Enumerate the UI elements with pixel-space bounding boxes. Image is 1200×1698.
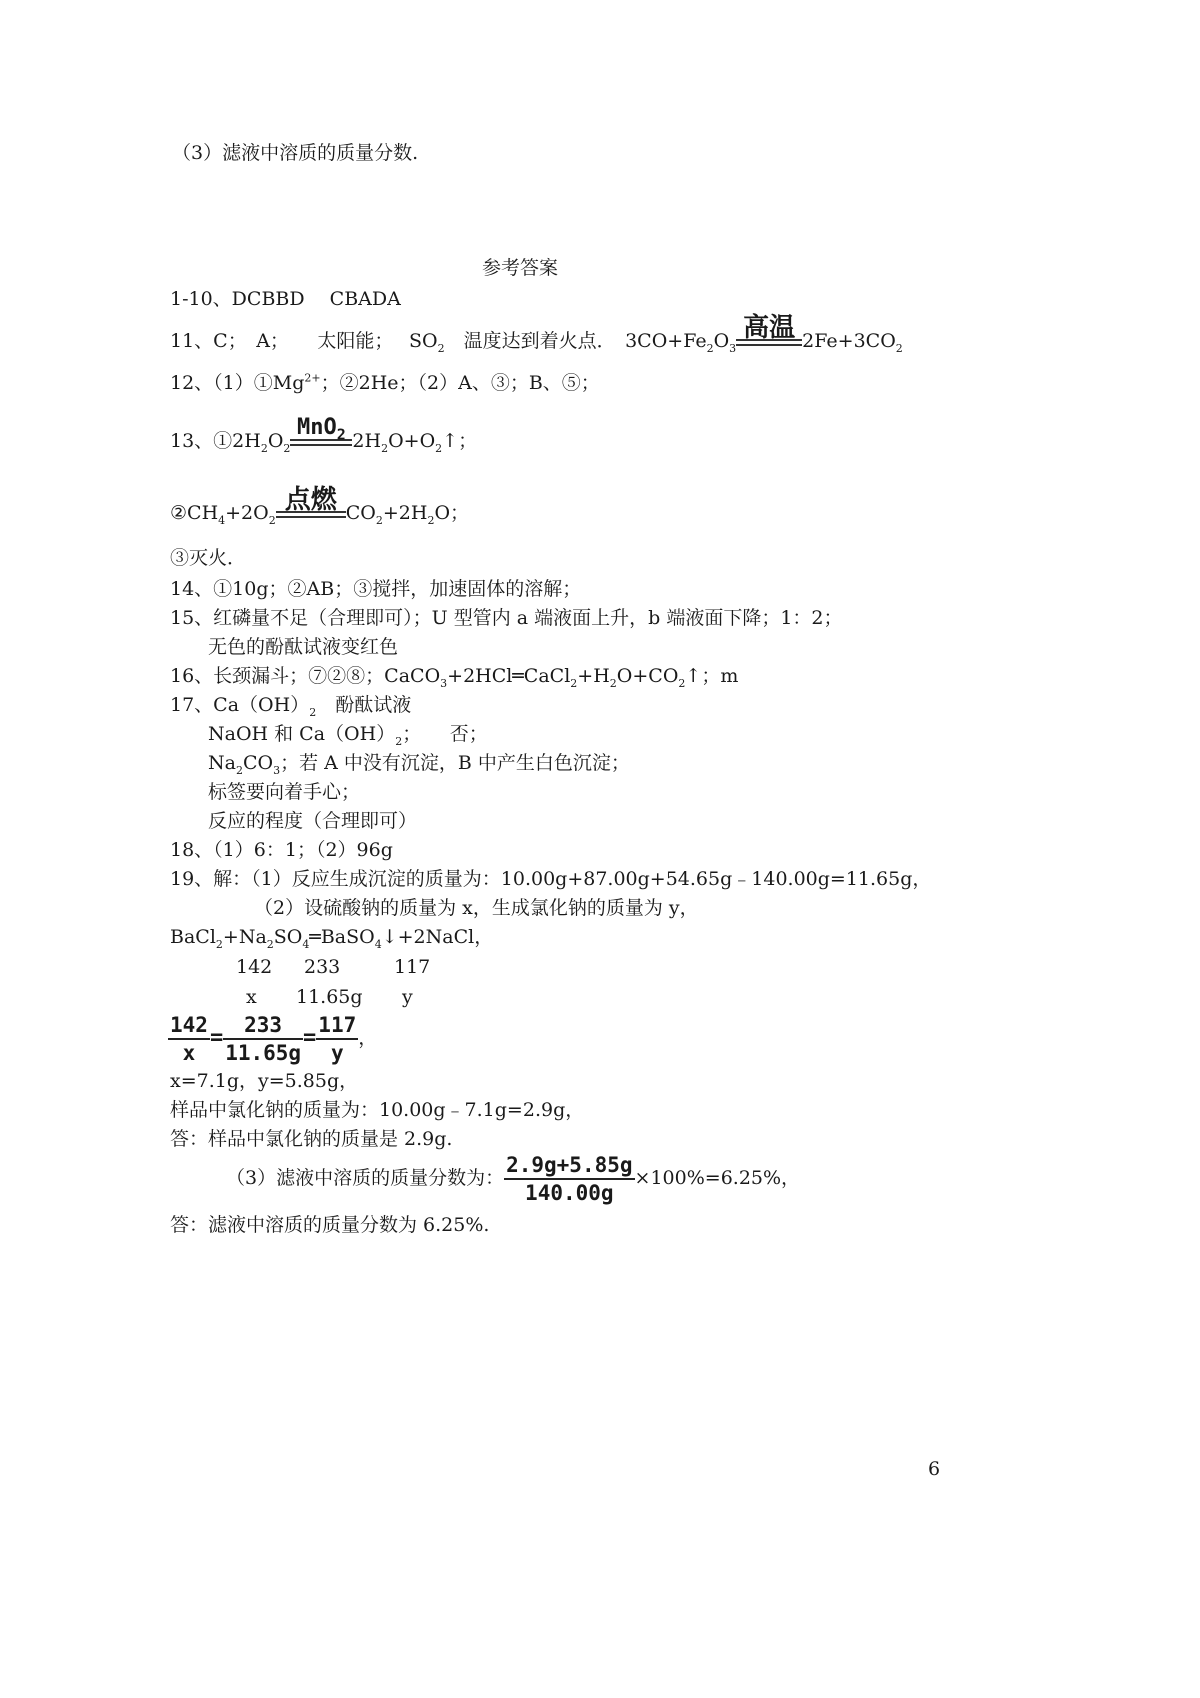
- answer-19-3: （3）滤液中溶质的质量分数为： $\frac{2.9g+5.85g}{140.00g}$ ×100%=6.25%，: [226, 1153, 801, 1205]
- answer-19-equation: $BaCl_2+Na_2SO_4═BaSO_4↓+2NaCl$，: [170, 926, 494, 951]
- reaction-condition: 高温: [736, 328, 802, 354]
- proportion-equation: $\frac{142}{x}$ = $\frac{233}{11.65g}$ = $\frac{117}{y}$ ，: [170, 1013, 378, 1065]
- answer-11: 11、C； A； 太阳能； $SO_2$ 温度达到着火点． $3CO+Fe_2O_3$ 高温 $2Fe+3CO_2$: [170, 313, 903, 355]
- reaction-condition: MnO$_2$: [290, 428, 352, 454]
- unknown-y: y: [402, 986, 413, 1008]
- answer-17: 17、$Ca(OH)_2$ 酚酞试液: [170, 694, 412, 719]
- reaction-condition: 点燃: [276, 500, 346, 526]
- fraction-117-y: $\frac{117}{y}$: [318, 1013, 357, 1065]
- answer-19-conclusion-3: 答：滤液中溶质的质量分数为 6.25%.: [170, 1214, 490, 1236]
- answer-17-3: $Na_2CO_3$；若 A 中没有沉淀，B 中产生白色沉淀；: [208, 752, 630, 777]
- answer-16: 16、长颈漏斗；⑦②⑧；$CaCO_3+2HCl═CaCl_2+H_2O+CO_2↑$；m: [170, 665, 739, 690]
- answer-17-5: 反应的程度（合理即可）: [208, 810, 418, 832]
- answer-18: 18、（1）6：1；（2）96g: [170, 839, 393, 861]
- page-number: 6: [928, 1458, 941, 1480]
- answer-17-4: 标签要向着手心；: [208, 781, 361, 803]
- molar-mass-233: 233: [304, 956, 341, 978]
- answer-13-2: $②CH_4+2O_2$ 点燃 $CO_2+2H_2O$；: [170, 485, 470, 527]
- answer-13-1: 13、$①2H_2O_2$ MnO$_2$ $2H_2O+O_2↑$；: [170, 415, 478, 455]
- answer-19-conclusion-2: 答：样品中氯化钠的质量是 2.9g.: [170, 1128, 453, 1150]
- answer-15-cont: 无色的酚酞试液变红色: [208, 636, 399, 658]
- answer-15: 15、红磷量不足（合理即可）；U 型管内 a 端液面上升，b 端液面下降；1：2；: [170, 607, 843, 629]
- answer-19-1: 19、解：（1）反应生成沉淀的质量为：10.00g+87.00g+54.65g﹣140.00g=11.65g，: [170, 868, 932, 890]
- unknown-x: x: [246, 986, 257, 1008]
- answer-19-2: （2）设硫酸钠的质量为 x，生成氯化钠的质量为 y，: [254, 897, 699, 919]
- answer-1-10: 1-10、DCBBD CBADA: [170, 288, 401, 310]
- answer-12: 12、$(1)①Mg^{2+}$；②2He；（2）A、③；B、⑤；: [170, 371, 600, 394]
- answer-14: 14、①10g；②AB；③搅拌，加速固体的溶解；: [170, 578, 582, 600]
- molar-mass-142: 142: [236, 956, 273, 978]
- mass-11-65g: 11.65g: [296, 986, 363, 1008]
- question-3: （3）滤液中溶质的质量分数.: [172, 142, 419, 164]
- answer-heading: 参考答案: [482, 257, 559, 279]
- answer-19-nacl: 样品中氯化钠的质量为：10.00g﹣7.1g=2.9g，: [170, 1099, 585, 1121]
- answer-19-xy: x=7.1g，y=5.85g，: [170, 1070, 359, 1092]
- mass-fraction: $\frac{2.9g+5.85g}{140.00g}$: [506, 1153, 633, 1205]
- molar-mass-117: 117: [394, 956, 431, 978]
- answer-17-2: NaOH 和 $Ca(OH)_2$； 否；: [208, 723, 488, 748]
- answer-13-3: ③灭火．: [170, 547, 247, 569]
- fraction-233-mass: $\frac{233}{11.65g}$: [225, 1013, 302, 1065]
- fraction-142-x: $\frac{142}{x}$: [170, 1013, 208, 1065]
